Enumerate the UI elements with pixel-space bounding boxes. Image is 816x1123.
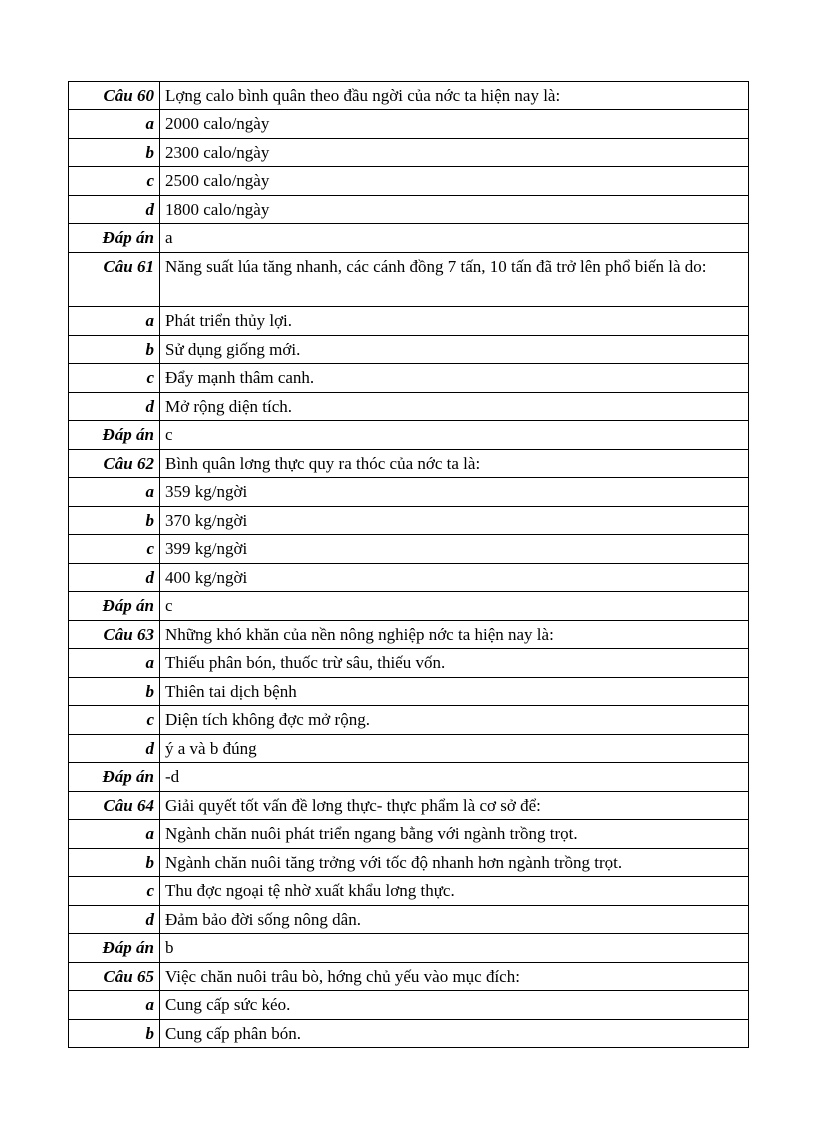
option-row — [69, 535, 749, 564]
question-text: Bình quân lơng thực quy ra thóc của nớc ta là: — [160, 450, 749, 478]
option-key: a — [69, 110, 160, 139]
answer-row — [69, 592, 749, 621]
question-label: Câu 65 — [69, 963, 160, 991]
question-text: Lợng calo bình quân theo đầu ngời của nớc ta hiện nay là: — [160, 82, 749, 110]
option-key: d — [69, 906, 160, 934]
question-row — [69, 792, 749, 820]
option-text: 2000 calo/ngày — [160, 110, 749, 139]
option-row — [69, 167, 749, 196]
question-text: Những khó khăn của nền nông nghiệp nớc ta hiện nay là: — [160, 621, 749, 649]
option-row — [69, 393, 749, 421]
option-row — [69, 706, 749, 735]
option-key: b — [69, 507, 160, 535]
question-label: Câu 63 — [69, 621, 160, 649]
answer-row — [69, 224, 749, 253]
quiz-table — [68, 81, 749, 1048]
question-text: Việc chăn nuôi trâu bò, hớng chủ yếu vào mục đích: — [160, 963, 749, 991]
question-label: Câu 61 — [69, 253, 160, 307]
quiz-table-body — [69, 82, 749, 1048]
option-text: 359 kg/ngời — [160, 478, 749, 507]
option-row — [69, 507, 749, 535]
option-text: Đẩy mạnh thâm canh. — [160, 364, 749, 393]
option-text: Phát triển thủy lợi. — [160, 307, 749, 336]
option-key: a — [69, 478, 160, 507]
answer-label: Đáp án — [69, 934, 160, 963]
option-key: b — [69, 849, 160, 877]
option-row — [69, 110, 749, 139]
option-text: 400 kg/ngời — [160, 564, 749, 592]
option-text: 2300 calo/ngày — [160, 139, 749, 167]
question-text: Giải quyết tốt vấn đề lơng thực- thực phẩm là cơ sở để: — [160, 792, 749, 820]
answer-label: Đáp án — [69, 421, 160, 450]
answer-row — [69, 934, 749, 963]
option-key: c — [69, 706, 160, 735]
answer-value: b — [160, 934, 749, 963]
answer-value: -d — [160, 763, 749, 792]
question-row — [69, 963, 749, 991]
option-key: b — [69, 139, 160, 167]
question-label: Câu 62 — [69, 450, 160, 478]
option-key: a — [69, 307, 160, 336]
answer-label: Đáp án — [69, 224, 160, 253]
question-row — [69, 621, 749, 649]
answer-value: c — [160, 421, 749, 450]
option-text: Sử dụng giống mới. — [160, 336, 749, 364]
option-key: a — [69, 991, 160, 1020]
option-row — [69, 649, 749, 678]
option-text: Diện tích không đợc mở rộng. — [160, 706, 749, 735]
option-row — [69, 1020, 749, 1048]
option-key: a — [69, 820, 160, 849]
option-key: b — [69, 1020, 160, 1048]
option-row — [69, 478, 749, 507]
option-row — [69, 196, 749, 224]
option-text: 1800 calo/ngày — [160, 196, 749, 224]
option-text: Cung cấp sức kéo. — [160, 991, 749, 1020]
answer-value: c — [160, 592, 749, 621]
answer-label: Đáp án — [69, 592, 160, 621]
option-row — [69, 991, 749, 1020]
option-key: a — [69, 649, 160, 678]
option-row — [69, 849, 749, 877]
option-row — [69, 820, 749, 849]
option-row — [69, 139, 749, 167]
question-row — [69, 82, 749, 110]
option-key: c — [69, 364, 160, 393]
question-row — [69, 253, 749, 307]
question-label: Câu 64 — [69, 792, 160, 820]
option-key: c — [69, 535, 160, 564]
option-row — [69, 735, 749, 763]
question-label: Câu 60 — [69, 82, 160, 110]
option-text: 399 kg/ngời — [160, 535, 749, 564]
question-row — [69, 450, 749, 478]
option-text: ý a và b đúng — [160, 735, 749, 763]
option-key: b — [69, 336, 160, 364]
option-row — [69, 877, 749, 906]
option-text: Ngành chăn nuôi tăng trởng với tốc độ nhanh hơn ngành trồng trọt. — [160, 849, 749, 877]
option-text: Cung cấp phân bón. — [160, 1020, 749, 1048]
option-key: d — [69, 393, 160, 421]
answer-value: a — [160, 224, 749, 253]
option-row — [69, 364, 749, 393]
option-row — [69, 564, 749, 592]
option-row — [69, 336, 749, 364]
option-key: d — [69, 196, 160, 224]
option-text: 370 kg/ngời — [160, 507, 749, 535]
answer-row — [69, 763, 749, 792]
option-key: d — [69, 735, 160, 763]
option-row — [69, 307, 749, 336]
option-text: Mở rộng diện tích. — [160, 393, 749, 421]
option-text: Thiên tai dịch bệnh — [160, 678, 749, 706]
option-key: b — [69, 678, 160, 706]
option-text: Đảm bảo đời sống nông dân. — [160, 906, 749, 934]
option-row — [69, 678, 749, 706]
option-key: d — [69, 564, 160, 592]
option-text: Ngành chăn nuôi phát triển ngang bằng với ngành trồng trọt. — [160, 820, 749, 849]
answer-row — [69, 421, 749, 450]
option-text: 2500 calo/ngày — [160, 167, 749, 196]
option-text: Thiếu phân bón, thuốc trừ sâu, thiếu vốn. — [160, 649, 749, 678]
option-row — [69, 906, 749, 934]
option-key: c — [69, 877, 160, 906]
option-text: Thu đợc ngoại tệ nhờ xuất khẩu lơng thực. — [160, 877, 749, 906]
question-text: Năng suất lúa tăng nhanh, các cánh đồng 7 tấn, 10 tấn đã trở lên phổ biến là do: — [160, 253, 749, 307]
answer-label: Đáp án — [69, 763, 160, 792]
option-key: c — [69, 167, 160, 196]
